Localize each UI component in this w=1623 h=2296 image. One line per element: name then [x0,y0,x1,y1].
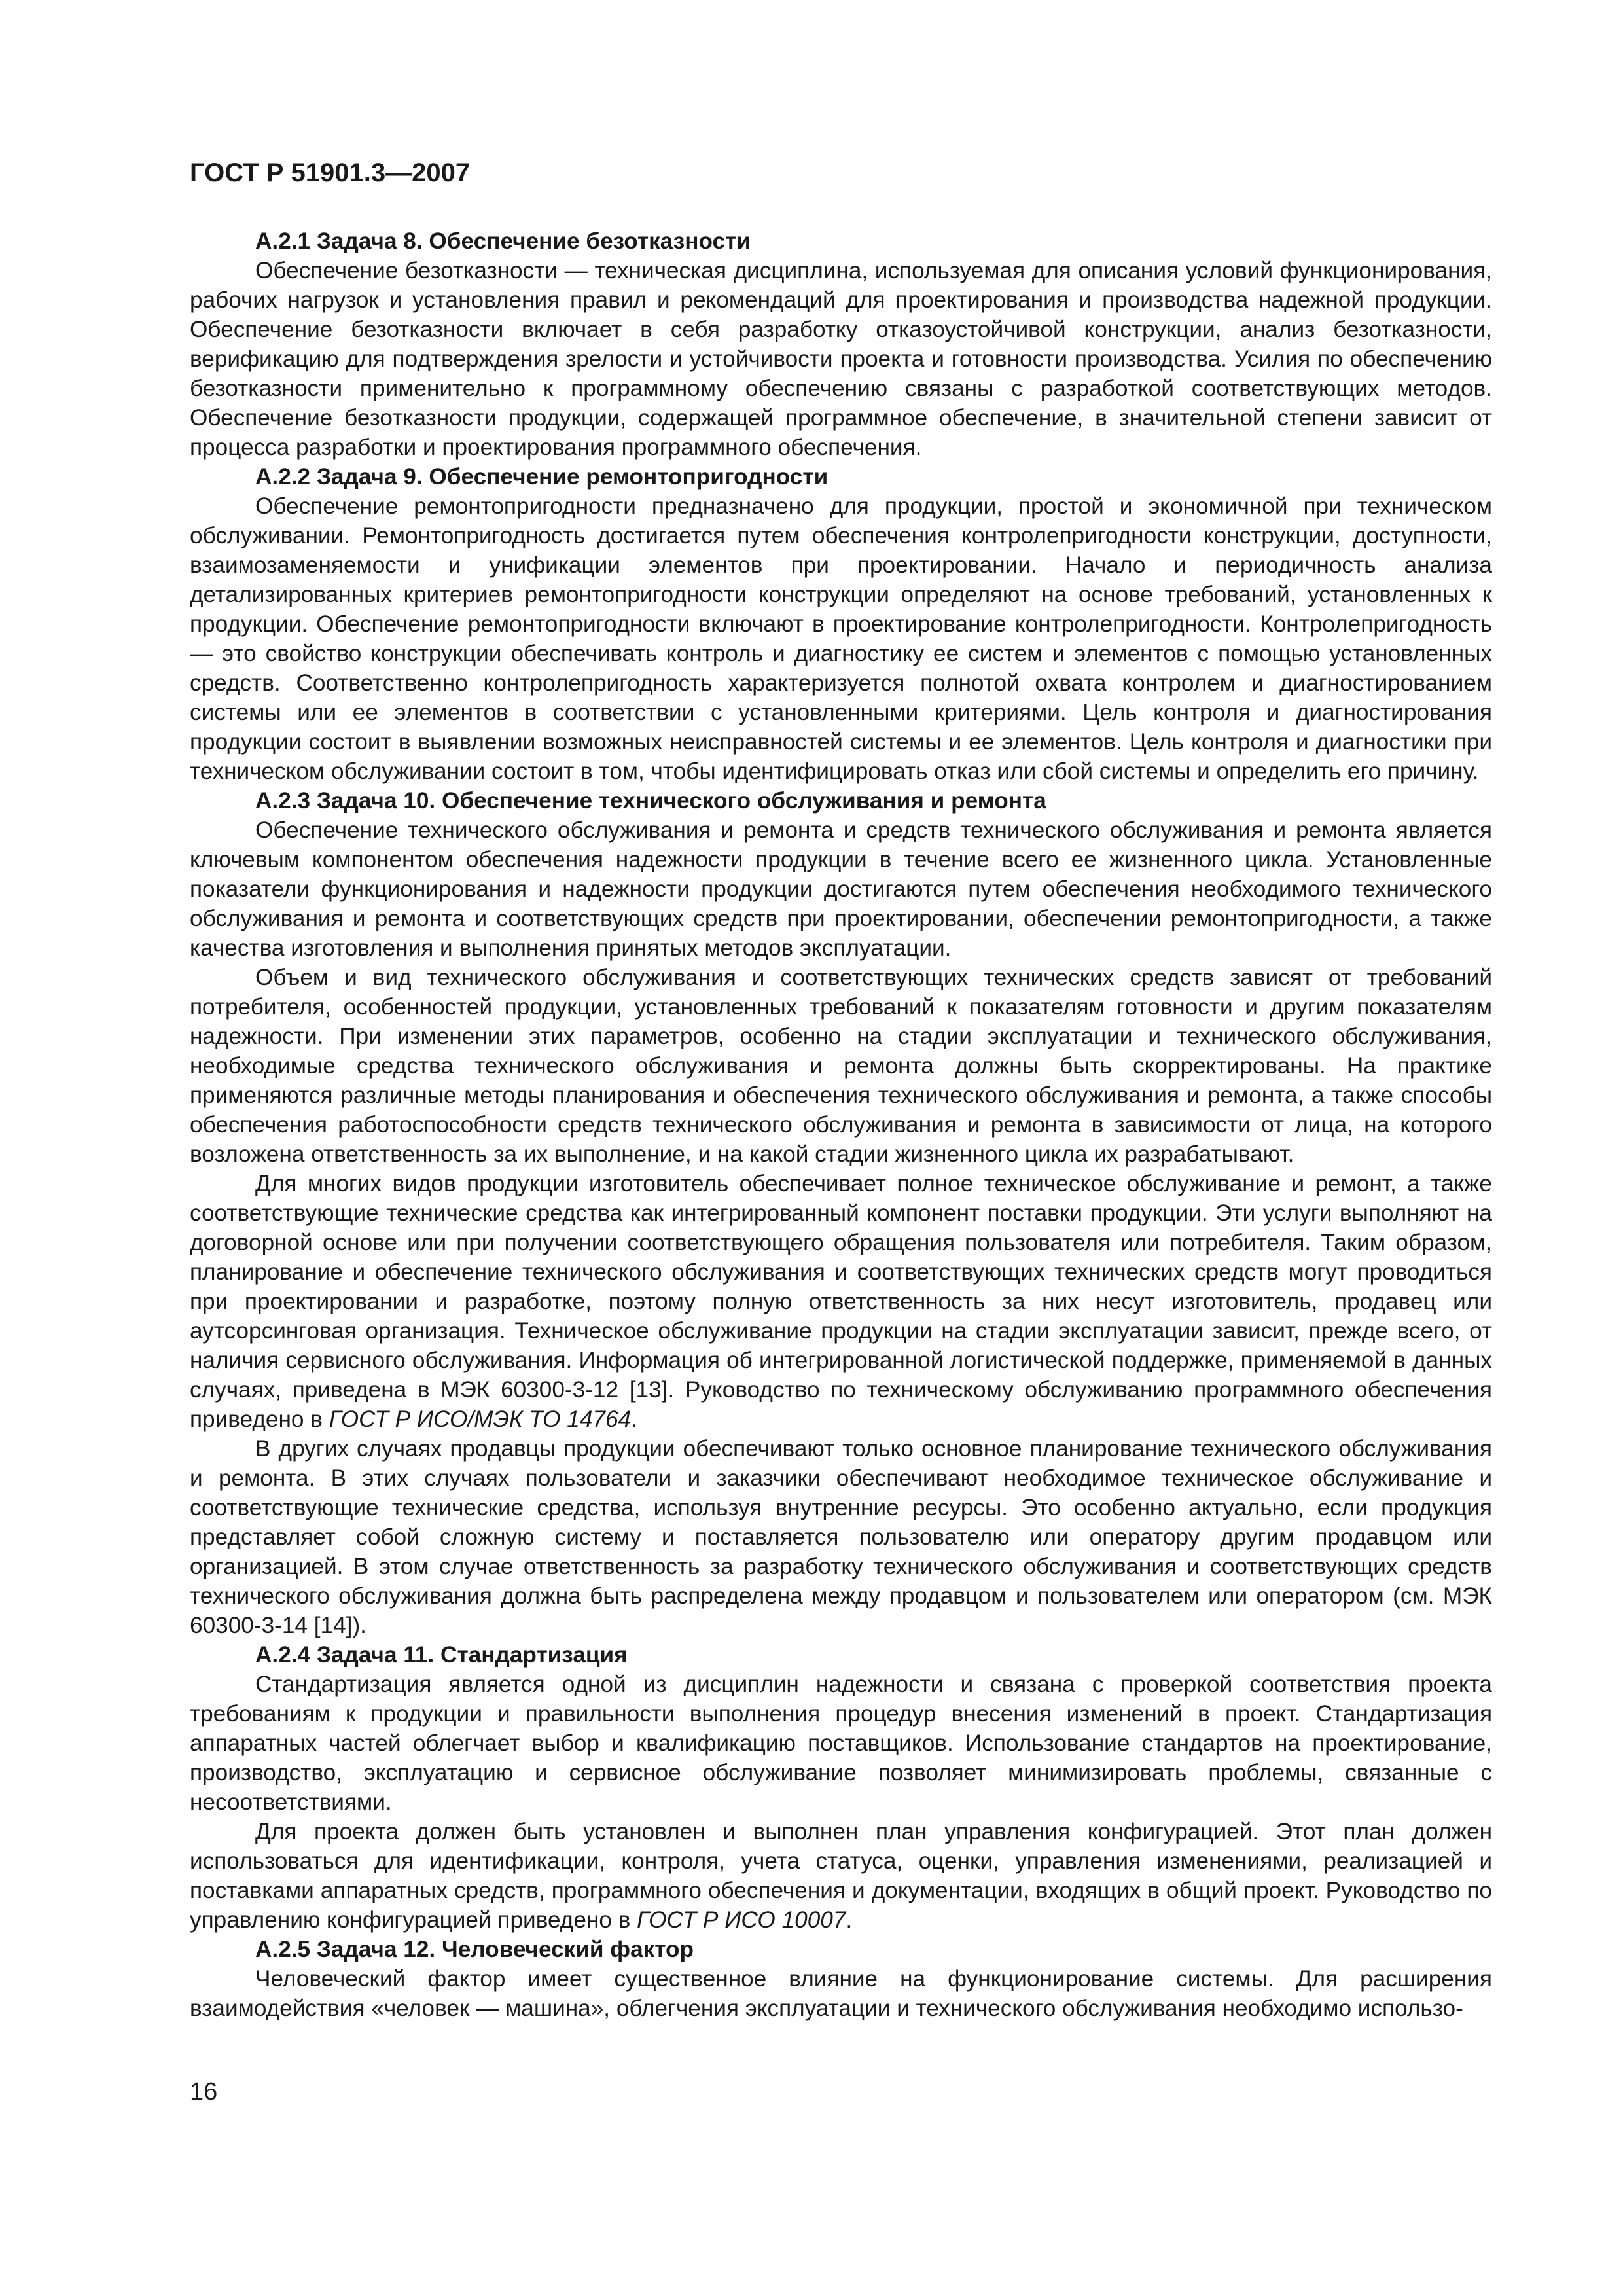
paragraph [190,1169,1492,1434]
page-number: 16 [190,2078,218,2106]
section-a-2-5 [190,1935,1492,2023]
paragraph: Обеспечение ремонтопригодности предназначено для продукции, простой и экономичной при техническом обслуживании. Ремонтопригодность достигается путем обеспечения контролепригодности конструкции, доступности, взаимозаменяемости и унификации элементов при проектировании. Начало и периодичность анализа детализированных критериев ремонтопригодности конструкции определяют на основе требований, установленных к продукции. Обеспечение ремонтопригодности включают в проектирование контролепригодности. Контролепригодность — это свойство конструкции обеспечивать контроль и диагностику ее систем и элементов с помощью установленных средств. Соответственно контролепригодность характеризуется полнотой охвата контролем и диагностированием системы или ее элементов в соответствии с установленными критериями. Цель контроля и диагностирования продукции состоит в выявлении возможных неисправностей системы и ее элементов. Цель контроля и диагностики при техническом обслуживании состоит в том, чтобы идентифицировать отказ или сбой системы и определить его причину. [190,493,1492,784]
paragraph: В других случаях продавцы продукции обеспечивают только основное планирование технического обслуживания и ремонта. В этих случаях пользователи и заказчики обеспечивают необходимое техническое обслуживание и соответствующие технические средства, используя внутренние ресурсы. Это особенно актуально, если продукция представляет собой сложную систему и поставляется пользователю или оператору другим продавцом или организацией. В этом случае ответственность за разработку технического обслуживания и соответствующих средств технического обслуживания должна быть распределена между продавцом и пользователем или оператором (см. МЭК 60300-3-14 [14]). [190,1436,1492,1638]
paragraph-tail: . [846,1907,853,1933]
section-heading: А.2.3 Задача 10. Обеспечение технического обслуживания и ремонта [255,788,1046,814]
section-a-2-4 [190,1640,1492,1935]
section-heading: А.2.5 Задача 12. Человеческий фактор [255,1937,694,1962]
section-heading: А.2.4 Задача 11. Стандартизация [255,1642,628,1668]
paragraph-tail: . [631,1407,637,1432]
section-heading: А.2.1 Задача 8. Обеспечение безотказности [255,228,751,254]
section-a-2-3 [190,786,1492,1640]
paragraph: Объем и вид технического обслуживания и соответствующих технических средств зависят от требований потребителя, особенностей продукции, установленных требований к показателям готовности и другим показателям надежности. При изменении этих параметров, особенно на стадии эксплуатации и технического обслуживания, необходимые средства технического обслуживания и ремонта должны быть скорректированы. На практике применяются различные методы планирования и обеспечения технического обслуживания и ремонта, а также способы обеспечения работоспособности средств технического обслуживания и ремонта в зависимости от лица, на которого возложена ответственность за их выполнение, и на какой стадии жизненного цикла их разрабатывают. [190,965,1492,1167]
paragraph: Обеспечение технического обслуживания и ремонта и средств технического обслуживания и ремонта является ключевым компонентом обеспечения надежности продукции в течение всего ее жизненного цикла. Установленные показатели функционирования и надежности продукции достигаются путем обеспечения необходимого технического обслуживания и ремонта и соответствующих средств при проектировании, обеспечении ремонтопригодности, а также качества изготовления и выполнения принятых методов эксплуатации. [190,817,1492,961]
section-heading: А.2.2 Задача 9. Обеспечение ремонтопригодности [255,464,829,490]
document-page [190,157,1492,2238]
paragraph: Стандартизация является одной из дисциплин надежности и связана с проверкой соответствия проекта требованиям к продукции и правильности выполнения процедур внесения изменений в проект. Стандартизация аппаратных частей облегчает выбор и квалификацию поставщиков. Использование стандартов на проектирование, производство, эксплуатацию и сервисное обслуживание позволяет минимизировать проблемы, связанные с несоответствиями. [190,1672,1492,1815]
paragraph [190,1817,1492,1935]
section-a-2-2 [190,462,1492,786]
paragraph: Человеческий фактор имеет существенное влияние на функционирование системы. Для расширения взаимодействия «человек — машина», облегчения эксплуатации и технического обслуживания необходимо использо- [190,1966,1492,2021]
paragraph-text: Для многих видов продукции изготовитель обеспечивает полное техническое обслуживание и ремонт, а также соответствующие технические средства как интегрированный компонент поставки продукции. Эти услуги выполняют на договорной основе или при получении соответствующего обращения пользователя или потребителя. Таким образом, планирование и обеспечение технического обслуживания и соответствующих технических средств могут проводиться при проектировании и разработке, поэтому полную ответственность за них несут изготовитель, продавец или аутсорсинговая организация. Техническое обслуживание продукции на стадии эксплуатации зависит, прежде всего, от наличия сервисного обслуживания. Информация об интегрированной логистической поддержке, применяемой в данных случаях, приведена в МЭК 60300-3-12 [13]. Руководство по техническому обслуживанию программного обеспечения приведено в [190,1171,1492,1432]
document-code-header: ГОСТ Р 51901.3—2007 [190,158,471,187]
paragraph-text: Для проекта должен быть установлен и выполнен план управления конфигурацией. Этот план должен использоваться для идентификации, контроля, учета статуса, оценки, управления изменениями, реализацией и поставками аппаратных средств, программного обеспечения и документации, входящих в общий проект. Руководство по управлению конфигурацией приведено в [190,1819,1492,1933]
standard-reference: ГОСТ Р ИСО 10007 [637,1907,846,1933]
section-a-2-1 [190,226,1492,462]
paragraph: Обеспечение безотказности — техническая дисциплина, используемая для описания условий функционирования, рабочих нагрузок и установления правил и рекомендаций для проектирования и производства надежной продукции. Обеспечение безотказности включает в себя разработку отказоустойчивой конструкции, анализ безотказности, верификацию для подтверждения зрелости и устойчивости проекта и готовности производства. Усилия по обеспечению безотказности применительно к программному обеспечению связаны с разработкой соответствующих методов. Обеспечение безотказности продукции, содержащей программное обеспечение, в значительной степени зависит от процесса разработки и проектирования программного обеспечения. [190,258,1492,460]
standard-reference: ГОСТ Р ИСО/МЭК ТО 14764 [329,1407,632,1432]
